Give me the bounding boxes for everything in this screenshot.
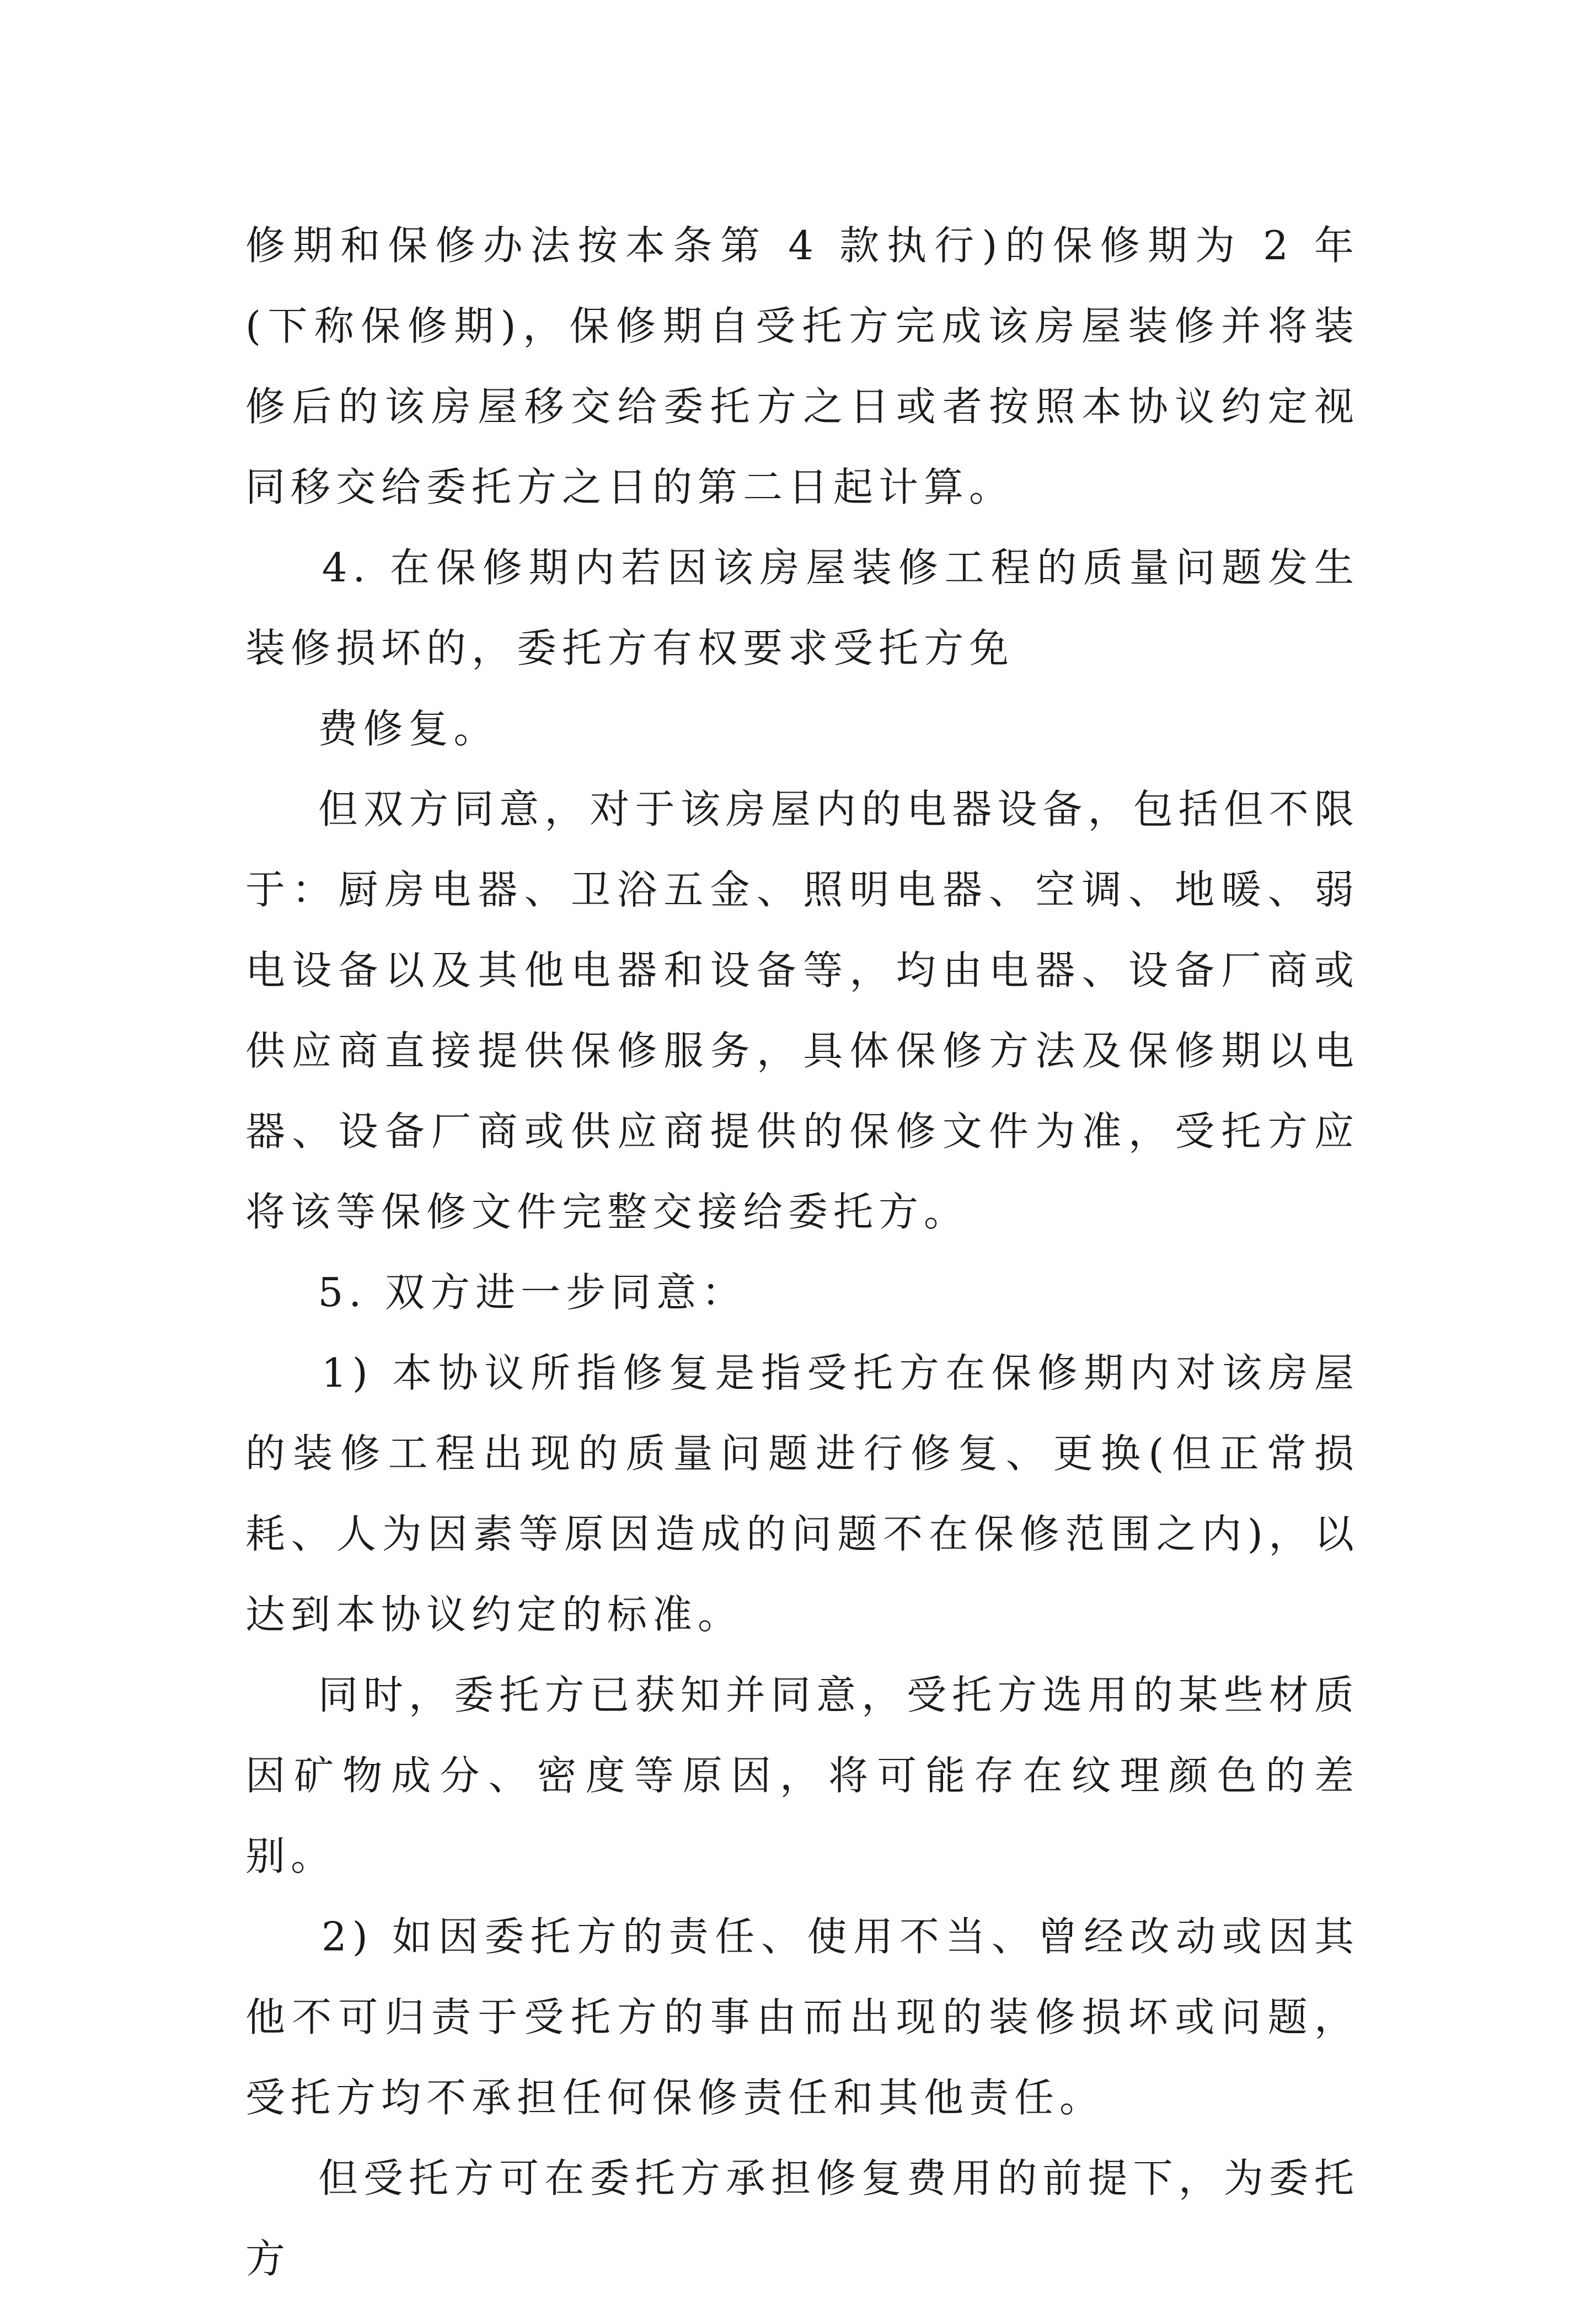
paragraph-clause-5: 5. 双方进一步同意： bbox=[245, 1269, 747, 1316]
paragraph-appliance-warranty: 但双方同意，对于该房屋内的电器设备，包括但不限于：厨房电器、卫浴五金、照明电器、空调、地暖、弱电设备以及其他电器和设备等，均由电器、设备厂商或供应商直接提供保修服务，具体保修方法及保修期以电器、设备厂商或供应商提供的保修文件为准，受托方应将该等保修文件完整交接给委托方。 bbox=[245, 786, 1359, 1235]
paragraph-warranty-period: 修期和保修办法按本条第 4 款执行)的保修期为 2 年(下称保修期)，保修期自受托方完成该房屋装修并将装修后的该房屋移交给委托方之日或者按照本协议约定视同移交给委托方之日的第二日起计算。 bbox=[245, 222, 1359, 510]
paragraph-clause-5-1: 1) 本协议所指修复是指受托方在保修期内对该房屋的装修工程出现的质量问题进行修复、更换(但正常损耗、人为因素等原因造成的问题不在保修范围之内)，以达到本协议约定的标准。 bbox=[245, 1350, 1360, 1638]
paragraph-paid-repair: 但受托方可在委托方承担修复费用的前提下，为委托方 bbox=[245, 2155, 1359, 2282]
paragraph-material-variation: 同时，委托方已获知并同意，受托方选用的某些材质因矿物成分、密度等原因，将可能存在纹理颜色的差别。 bbox=[245, 1672, 1359, 1879]
document-body bbox=[245, 205, 1359, 2299]
paragraph-clause-5-2: 2) 如因委托方的责任、使用不当、曾经改动或因其他不可归责于受托方的事由而出现的装修损坏或问题，受托方均不承担任何保修责任和其他责任。 bbox=[245, 1913, 1360, 2121]
paragraph-free-repair: 费修复。 bbox=[245, 705, 499, 752]
paragraph-clause-4: 4. 在保修期内若因该房屋装修工程的质量问题发生装修损坏的，委托方有权要求受托方免 bbox=[245, 544, 1359, 671]
